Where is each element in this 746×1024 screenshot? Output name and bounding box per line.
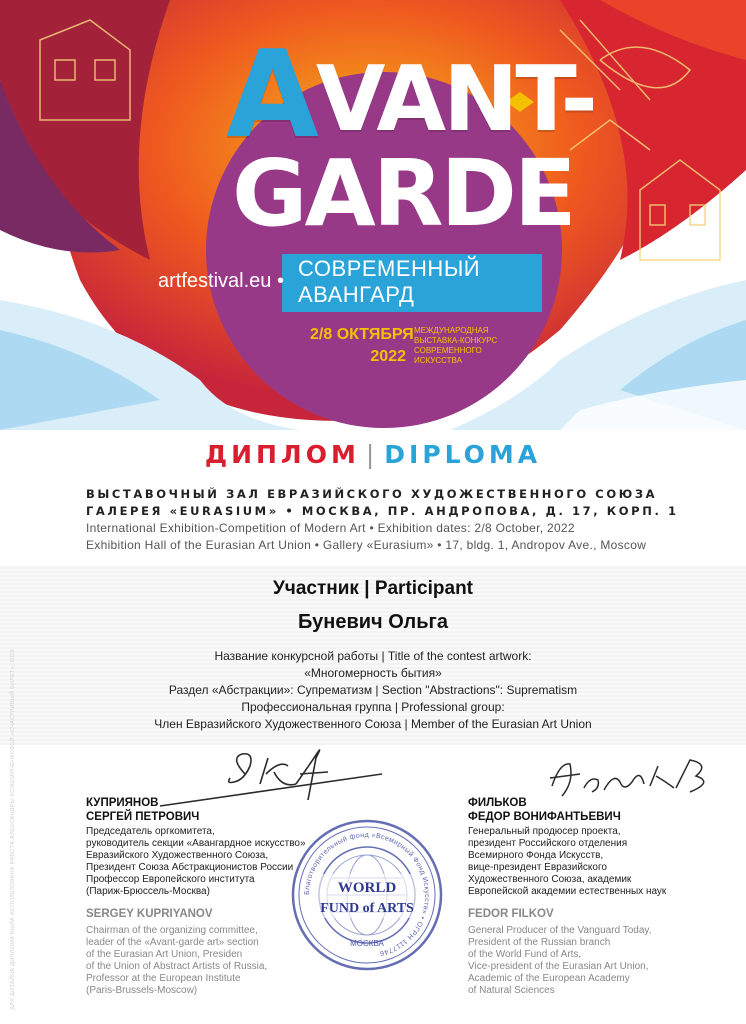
left-given-name-ru: СЕРГЕЙ ПЕТРОВИЧ <box>86 811 200 823</box>
desc-line: President of the Russian branch <box>468 937 611 948</box>
desc-line: (Париж-Брюссель-Москва) <box>86 886 210 897</box>
desc-line: Европейской академии естественных наук <box>468 886 667 897</box>
venue-ru <box>86 486 686 520</box>
event-type-line: МЕЖДУНАРОДНАЯ <box>414 326 489 335</box>
desc-line: Генеральный продюсер проекта, <box>468 826 621 837</box>
desc-line: Художественного Союза, академик <box>468 874 632 885</box>
side-credit: ДЛЯ ДИЗАЙНА ДИПЛОМА БЫЛА ИСПОЛЬЗОВАНА РАБОТА АЛЕКСАНДРЫ КОЖЕМЯЧЕНКОВОЙ «СЧАСТЛИВЫЙ БИЛЕТ», 2022 <box>10 648 16 1010</box>
diploma-title-separator: | <box>365 440 379 469</box>
dates-line-2: 2022 <box>370 348 406 365</box>
right-given-name-ru: ФЕДОР ВОНИФАНТЬЕВИЧ <box>468 811 621 823</box>
desc-line: Professor at the European Institute <box>86 973 241 984</box>
diploma-heading <box>0 440 746 469</box>
venue-ru-line-1: ВЫСТАВОЧНЫЙ ЗАЛ ЕВРАЗИЙСКОГО ХУДОЖЕСТВЕННОГО СОЮЗА <box>86 487 658 501</box>
exhibition-dates <box>310 324 414 368</box>
desc-line: of Natural Sciences <box>468 985 555 996</box>
desc-line: Всемирного Фонда Искусств, <box>468 850 604 861</box>
title-avant-rest: VANT- <box>315 47 595 152</box>
event-type-line: ВЫСТАВКА-КОНКУРС <box>414 336 498 345</box>
left-signatory-title-en <box>86 925 267 997</box>
hero-banner <box>0 0 746 430</box>
subtitle-line-2: АВАНГАРД <box>298 282 415 307</box>
artwork-title: «Многомерность бытия» <box>304 666 442 680</box>
right-signatory-name-en: FEDOR FILKOV <box>468 908 554 920</box>
desc-line: General Producer of the Vanguard Today, <box>468 925 652 936</box>
subtitle-line-1: СОВРЕМЕННЫЙ <box>298 256 481 281</box>
desc-line: of the World Fund of Arts, <box>468 949 582 960</box>
event-type-line: СОВРЕМЕННОГО <box>414 346 482 355</box>
venue-ru-line-2: ГАЛЕРЕЯ «EURASIUM» • МОСКВА, ПР. АНДРОПОВА, Д. 17, КОРП. 1 <box>86 504 679 518</box>
left-signatory-name-ru <box>86 796 199 824</box>
desc-line: Председатель оргкомитета, <box>86 826 215 837</box>
left-signatory-title-ru <box>86 826 306 898</box>
venue-en-line-1: International Exhibition-Competition of Modern Art • Exhibition dates: 2/8 October, 2022 <box>86 521 575 535</box>
venue-en <box>86 520 706 554</box>
diploma-title-ru: ДИПЛОМ <box>204 440 360 469</box>
desc-line: президент Российского отделения <box>468 838 628 849</box>
world-fund-of-arts-stamp <box>290 818 444 972</box>
desc-line: Президент Союза Абстракционистов России <box>86 862 294 873</box>
professional-group: Член Евразийского Художественного Союза | Member of the Eurasian Art Union <box>154 717 592 731</box>
participant-name: Буневич Ольга <box>298 611 448 633</box>
artwork-label: Название конкурсной работы | Title of the contest artwork: <box>214 649 532 663</box>
desc-line: Профессор Европейского института <box>86 874 255 885</box>
right-signatory-title-en <box>468 925 651 997</box>
event-type-line: ИСКУССТВА <box>414 356 462 365</box>
desc-line: (Paris-Brussels-Moscow) <box>86 985 198 996</box>
desc-line: of the Union of Abstract Artists of Russia, <box>86 961 268 972</box>
contest-section: Раздел «Абстракции»: Супрематизм | Section "Abstractions": Suprematism <box>168 683 578 697</box>
title-garde: GARDE <box>232 140 574 247</box>
participant-role: Участник | Participant <box>272 578 474 599</box>
stamp-city: МОСКВА <box>350 939 384 948</box>
desc-line: leader of the «Avant-garde art» section <box>86 937 259 948</box>
right-signatory-title-ru <box>468 826 666 898</box>
desc-line: Vice-president of the Eurasian Art Union, <box>468 961 649 972</box>
desc-line: руководитель секции «Авангардное искусство» <box>86 838 306 849</box>
desc-line: вице-президент Евразийского <box>468 862 607 873</box>
website-url: artfestival.eu • <box>158 270 284 292</box>
title-avant <box>226 26 595 165</box>
diploma-title-en: DIPLOMA <box>384 440 542 469</box>
title-first-letter: A <box>226 26 316 165</box>
stamp-line-1: WORLD <box>337 880 397 896</box>
right-signatory-name-ru <box>468 796 621 824</box>
event-type <box>414 326 504 366</box>
right-surname-ru: ФИЛЬКОВ <box>468 797 527 809</box>
left-surname-ru: КУПРИЯНОВ <box>86 797 159 809</box>
left-signatory-name-en: SERGEY KUPRIYANOV <box>86 908 213 920</box>
desc-line: Chairman of the organizing committee, <box>86 925 258 936</box>
venue-en-line-2: Exhibition Hall of the Eurasian Art Union • Gallery «Eurasium» • 17, bldg. 1, Andropov Ave., Moscow <box>86 538 647 552</box>
stamp-line-2: FUND of ARTS <box>320 901 414 916</box>
desc-line: of the Eurasian Art Union, Presiden <box>86 949 243 960</box>
stamp-ring-text: Благотворительный фонд «Всемирный Фонд Искусств» • ОГРН 1117746 <box>303 831 431 957</box>
dates-line-1: 2/8 ОКТЯБРЯ <box>310 326 414 343</box>
desc-line: Евразийского Художественного Союза, <box>86 850 269 861</box>
desc-line: Academic of the European Academy <box>468 973 630 984</box>
subtitle <box>298 256 480 308</box>
group-label: Профессиональная группа | Professional group: <box>241 700 505 714</box>
